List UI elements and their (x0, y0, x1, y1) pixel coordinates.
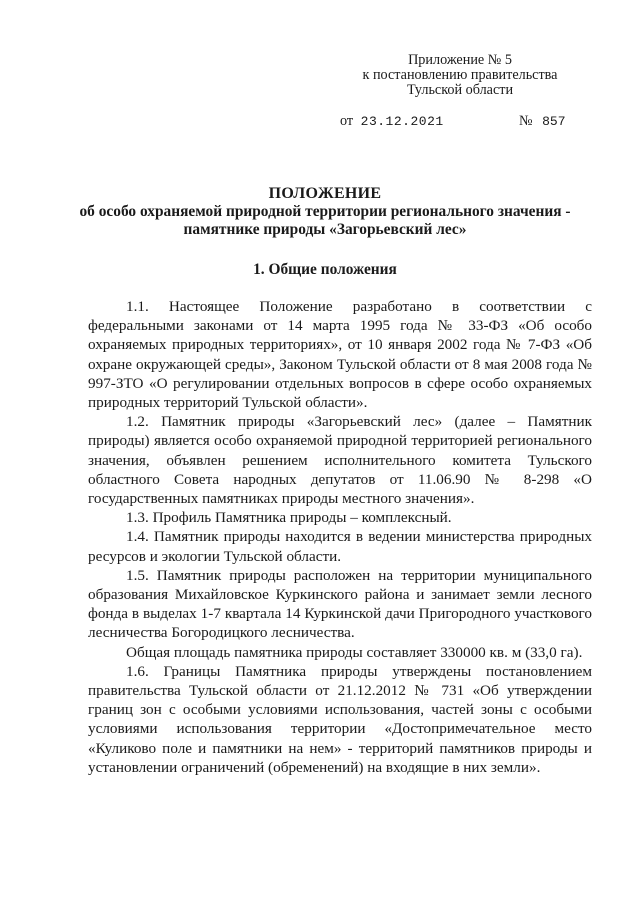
paragraph-1-1: 1.1. Настоящее Положение разработано в соответствии с федеральными законами от 14 марта 1995 года № 33-ФЗ «Об особо охраняемых природных территориях», от 10 января 2002 года № 7-ФЗ «Об охране окружающей среды», Законом Тульской области от 8 мая 2008 года № 997-ЗТО «О регулировании отдельных вопросов в сфере особо охраняемых природных территорий Тульской области». (88, 298, 592, 412)
document-body (88, 297, 592, 777)
paragraph-1-5: 1.5. Памятник природы расположен на территории муниципального образования Михайловское Куркинского района и занимает земли лесного фонда в выделах 1-7 квартала 14 Куркинской дачи Пригородного участкового лесничества Богородицкого лесничества. (88, 566, 592, 642)
number-prefix: № (519, 113, 533, 129)
title-line-1: ПОЛОЖЕНИЕ (268, 185, 382, 202)
date-prefix: от (340, 113, 354, 129)
appendix-line-3: Тульской области (406, 82, 514, 98)
resolution-number (519, 113, 566, 130)
document-title (60, 185, 590, 239)
paragraph-area: Общая площадь памятника природы составляет 330000 кв. м (33,0 га). (126, 643, 583, 661)
title-line-3: памятнике природы «Загорьевский лес» (183, 221, 467, 238)
paragraph-1-3: 1.3. Профиль Памятника природы – комплексный. (126, 509, 452, 527)
section-heading: 1. Общие положения (253, 261, 397, 278)
number-value: 857 (542, 114, 566, 129)
date-value: 23.12.2021 (360, 114, 444, 129)
resolution-date (340, 113, 444, 130)
title-line-2: об особо охраняемой природной территории регионального значения - (79, 203, 571, 220)
appendix-line-2: к постановлению правительства (362, 67, 558, 83)
appendix-block (330, 53, 590, 98)
paragraph-1-6: 1.6. Границы Памятника природы утверждены постановлением правительства Тульской области от 21.12.2012 № 731 «Об утверждении границ зон с особыми условиями использования, частей зоны с особыми условиями использования территории «Достопримечательное место «Куликово поле и памятники на нем» - территорий памятников природы и установлении ограничений (обременений) на входящие в них земли». (88, 662, 592, 776)
paragraph-1-4: 1.4. Памятник природы находится в ведении министерства природных ресурсов и экологии Тульской области. (88, 528, 592, 565)
paragraph-1-2: 1.2. Памятник природы «Загорьевский лес» (далее – Памятник природы) является особо охраняемой природной территорией регионального значения, объявлен решением исполнительного комитета Тульского областного Совета народных депутатов от 11.06.90 № 8-298 «О государственных памятниках природы местного значения». (88, 413, 592, 508)
appendix-line-1: Приложение № 5 (408, 52, 512, 68)
